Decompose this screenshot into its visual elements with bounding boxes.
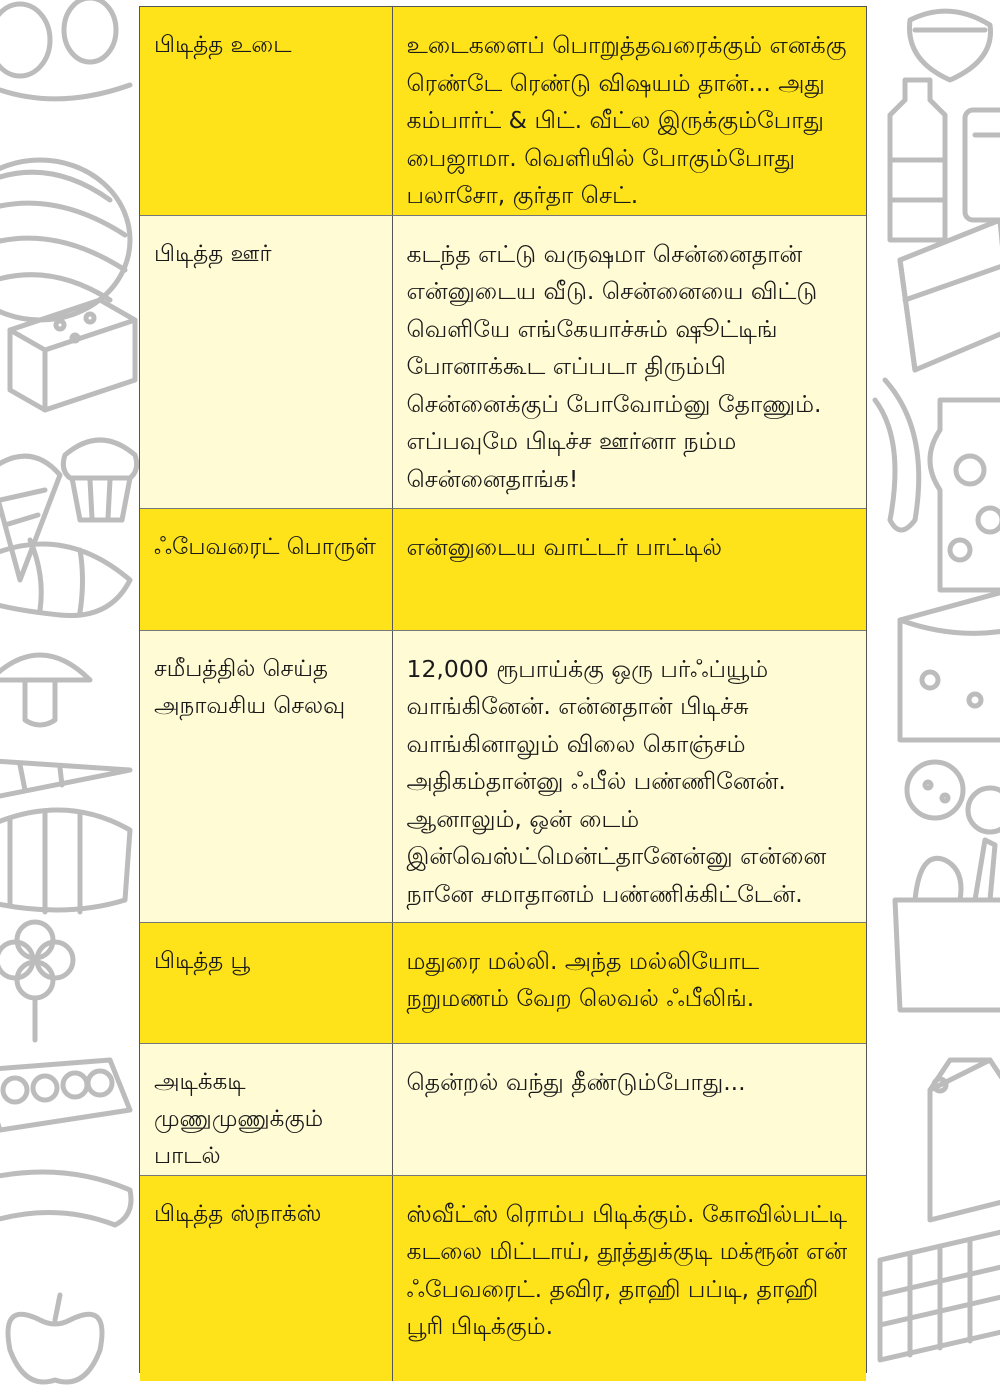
profile-card xyxy=(139,6,867,1373)
qa-table xyxy=(140,7,866,1381)
table-row xyxy=(140,7,866,215)
table-row xyxy=(140,1175,866,1381)
answer-cell: கடந்த எட்டு வருஷமா சென்னைதான் என்னுடைய வீடு. சென்னையை விட்டு வெளியே எங்கேயாச்சும் ஷூட்டிங் போனாக்கூட எப்படா திரும்பி சென்னைக்குப் போவோம்னு தோணும். எப்பவுமே பிடிச்ச ஊர்னா நம்ம சென்னைதாங்க! xyxy=(392,215,866,508)
answer-cell: உடைகளைப் பொறுத்தவரைக்கும் எனக்கு ரெண்டே ரெண்டு விஷயம் தான்... அது கம்பார்ட் & பிட். வீட்ல இருக்கும்போது பைஜாமா. வெளியில் போகும்போது பலாசோ, குர்தா செட். xyxy=(392,7,866,215)
question-cell: பிடித்த ஸ்நாக்ஸ் xyxy=(140,1175,392,1381)
cupcake-icon xyxy=(63,440,136,520)
apple-icon xyxy=(8,1295,102,1382)
ice-cream-icon xyxy=(0,456,60,580)
milk-carton-icon xyxy=(930,1060,1000,1220)
mushroom-icon xyxy=(0,655,90,725)
grocery-bag-icon xyxy=(895,840,1000,1010)
table-row xyxy=(140,1043,866,1175)
question-cell: சமீபத்தில் செய்த அநாவசிய செலவு xyxy=(140,630,392,922)
acorn-icon xyxy=(910,11,991,80)
answer-cell: மதுரை மல்லி. அந்த மல்லியோட நறுமணம் வேற லெவல் ஃபீலிங். xyxy=(392,922,866,1043)
answer-cell: என்னுடைய வாட்டர் பாட்டில் xyxy=(392,508,866,630)
banana-icon xyxy=(875,380,919,530)
cookie-icon xyxy=(907,762,1000,832)
table-row xyxy=(140,215,866,508)
table-row xyxy=(140,508,866,630)
egg-box-icon xyxy=(0,1060,130,1130)
question-cell: ஃபேவரைட் பொருள் xyxy=(140,508,392,630)
question-cell: பிடித்த ஊர் xyxy=(140,215,392,508)
waffle-icon xyxy=(880,1230,1000,1360)
question-cell: அடிக்கடி முணுமுணுக்கும் பாடல் xyxy=(140,1043,392,1175)
flower-icon xyxy=(0,922,73,1040)
bread-icon xyxy=(0,810,130,912)
carrot-icon xyxy=(0,760,130,800)
cheese-icon xyxy=(900,590,1000,740)
question-cell: பிடித்த பூ xyxy=(140,922,392,1043)
answer-cell: ஸ்வீட்ஸ் ரொம்ப பிடிக்கும். கோவில்பட்டி கடலை மிட்டாய், தூத்துக்குடி மக்ரூன் என் ஃபேவரைட். தவிர, தாஹி பப்டி, தாஹி பூரி பிடிக்கும். xyxy=(392,1175,866,1381)
can-icon xyxy=(965,110,1000,220)
sausage-icon xyxy=(0,1172,131,1225)
melon-icon xyxy=(0,160,130,320)
eggs-icon xyxy=(0,0,130,99)
table-row xyxy=(140,922,866,1043)
bottle-icon xyxy=(890,80,945,240)
jar-icon xyxy=(930,400,1000,590)
answer-cell: 12,000 ரூபாய்க்கு ஒரு பர்ஃப்யூம் வாங்கினேன். என்னதான் பிடிச்சு வாங்கினாலும் விலை கொஞ்சம் அதிகம்தான்னு ஃபீல் பண்ணினேன். ஆனாலும், ஒன் டைம் இன்வெஸ்ட்மென்ட்தானேன்னு என்னை நானே சமாதானம் பண்ணிக்கிட்டேன். xyxy=(392,630,866,922)
question-cell: பிடித்த உடை xyxy=(140,7,392,215)
answer-cell: தென்றல் வந்து தீண்டும்போது... xyxy=(392,1043,866,1175)
table-row xyxy=(140,630,866,922)
